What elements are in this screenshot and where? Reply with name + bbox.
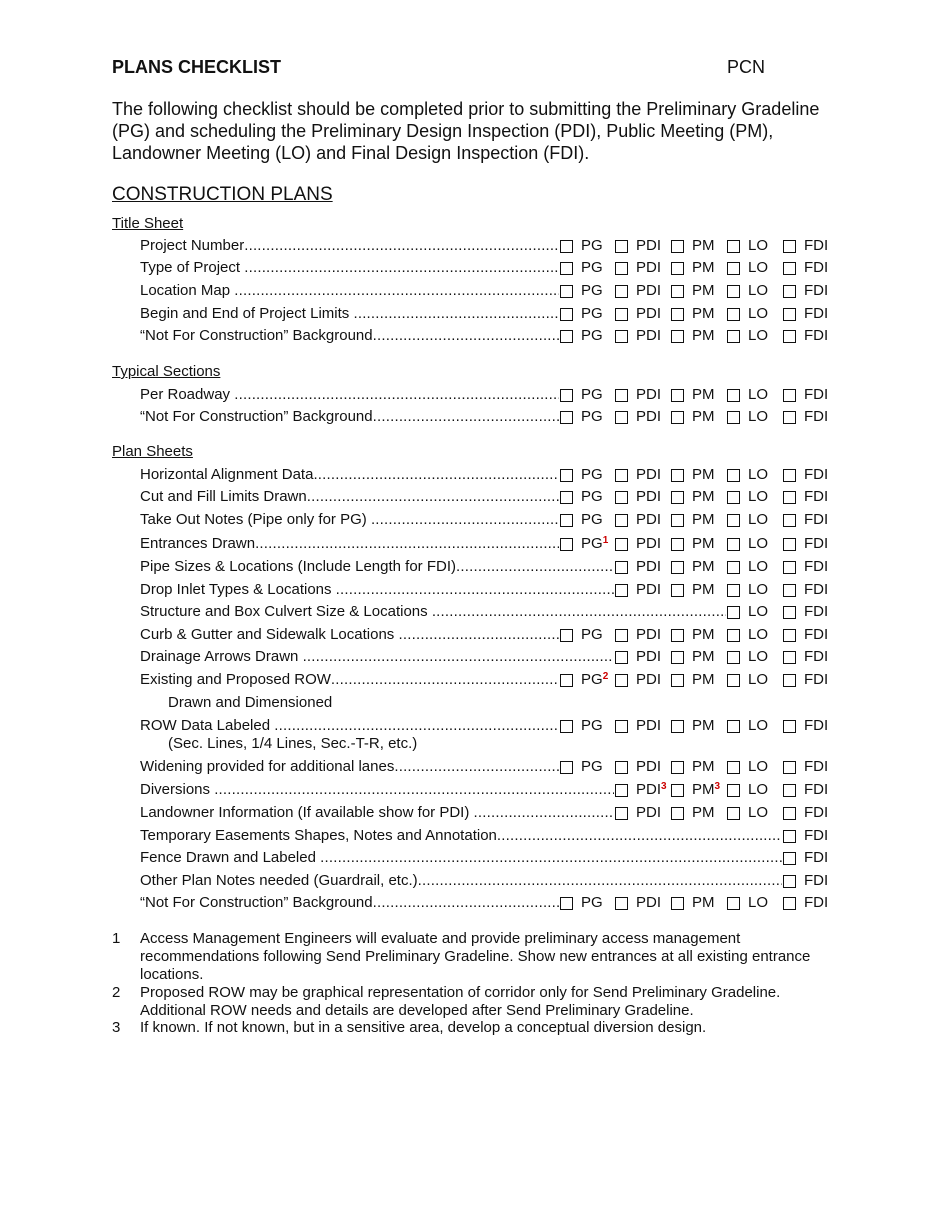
checkbox-lo[interactable]: [727, 784, 740, 797]
checkbox-label-fdi: FDI: [804, 671, 829, 688]
checkbox-fdi[interactable]: [783, 262, 796, 275]
checkbox-label-pm: PM: [692, 408, 715, 425]
checkbox-label-lo: LO: [748, 558, 769, 575]
checkbox-lo[interactable]: [727, 491, 740, 504]
checklist-item: Landowner Information (If available show for PDI) .....: [140, 803, 614, 823]
checklist-item: “Not For Construction” Background .....: [140, 407, 559, 427]
checkbox-fdi[interactable]: [783, 761, 796, 774]
checklist-item: Drop Inlet Types & Locations .....: [140, 580, 614, 600]
checkbox-lo[interactable]: [727, 330, 740, 343]
checklist-item: Pipe Sizes & Locations (Include Length for FDI) .....: [140, 557, 614, 577]
checkbox-label-lo: LO: [748, 237, 769, 254]
footnote-number: 2: [112, 984, 121, 1001]
checkbox-label-pg: PG: [581, 488, 603, 505]
checkbox-label-pg: PG: [581, 386, 603, 403]
checkbox-fdi[interactable]: [783, 875, 796, 888]
checklist-item: Location Map .....: [140, 281, 559, 301]
checkbox-fdi[interactable]: [783, 584, 796, 597]
checkbox-label-pg: PG: [581, 282, 603, 299]
checkbox-pm[interactable]: [671, 629, 684, 642]
checkbox-label-pm: PM: [692, 282, 715, 299]
intro-paragraph: The following checklist should be completed prior to submitting the Preliminary Gradeline (PG) and scheduling the Preliminary Design Inspection (PDI), Public Meeting (PM), Landowner Meeting (LO) and Final Design Inspection (FDI).: [112, 99, 820, 163]
checkbox-label-pm: PM: [692, 466, 715, 483]
checkbox-label-pm: PM: [692, 511, 715, 528]
checkbox-lo[interactable]: [727, 720, 740, 733]
checkbox-label-pm: PM: [692, 488, 715, 505]
checkbox-fdi[interactable]: [783, 674, 796, 687]
checkbox-label-pm: PM: [692, 558, 715, 575]
checkbox-label-fdi: FDI: [804, 282, 829, 299]
checkbox-label-fdi: FDI: [804, 804, 829, 821]
checkbox-label-fdi: FDI: [804, 894, 829, 911]
checkbox-pm[interactable]: [671, 784, 684, 797]
checkbox-label-lo: LO: [748, 626, 769, 643]
checkbox-label-pg: PG: [581, 758, 603, 775]
checkbox-label-fdi: FDI: [804, 327, 829, 344]
checkbox-label-pg: PG: [581, 327, 603, 344]
checkbox-pg[interactable]: [560, 330, 573, 343]
checkbox-fdi[interactable]: [783, 389, 796, 402]
checkbox-pdi[interactable]: [615, 897, 628, 910]
checkbox-label-pg: PG: [581, 894, 603, 911]
checkbox-label-pdi: PDI: [636, 386, 662, 403]
checkbox-pm[interactable]: [671, 514, 684, 527]
checklist-item: Widening provided for additional lanes .....: [140, 757, 559, 777]
checkbox-label-fdi: FDI: [804, 511, 829, 528]
checkbox-lo[interactable]: [727, 761, 740, 774]
checkbox-label-lo: LO: [748, 408, 769, 425]
footnote-number: 3: [112, 1019, 121, 1036]
checklist-item: Curb & Gutter and Sidewalk Locations .....: [140, 625, 559, 645]
checkbox-label-pm: PM: [692, 894, 715, 911]
checkbox-label-fdi: FDI: [804, 603, 829, 620]
checklist-item-subtext: (Sec. Lines, 1/4 Lines, Sec.-T-R, etc.): [168, 735, 418, 752]
checkbox-lo[interactable]: [727, 262, 740, 275]
checkbox-label-pdi: PDI: [636, 327, 662, 344]
checkbox-label-lo: LO: [748, 282, 769, 299]
checkbox-label-lo: LO: [748, 386, 769, 403]
checklist-item: Drainage Arrows Drawn .....: [140, 647, 614, 667]
checkbox-label-pdi: PDI: [636, 511, 662, 528]
checkbox-label-pm: PM: [692, 305, 715, 322]
checkbox-lo[interactable]: [727, 629, 740, 642]
checkbox-fdi[interactable]: [783, 514, 796, 527]
checkbox-fdi[interactable]: [783, 285, 796, 298]
checklist-item: Begin and End of Project Limits .....: [140, 304, 559, 324]
checkbox-pg[interactable]: [560, 308, 573, 321]
checkbox-label-lo: LO: [748, 259, 769, 276]
checkbox-label-pm: PM: [692, 581, 715, 598]
checkbox-pdi[interactable]: [615, 561, 628, 574]
checkbox-label-pdi: PDI: [636, 626, 662, 643]
checkbox-label-pm: PM: [692, 648, 715, 665]
checkbox-label-pm: PM: [692, 327, 715, 344]
checkbox-label-pdi: PDI$^3$: [636, 781, 667, 798]
footnote-text: Proposed ROW may be graphical representation of corridor only for Send Preliminary Gradeline. Additional ROW needs and details are developed after Send Preliminary Gradeline.: [140, 984, 781, 1019]
checkbox-pdi[interactable]: [615, 674, 628, 687]
checklist-item: Project Number .....: [140, 236, 559, 256]
checkbox-label-pdi: PDI: [636, 305, 662, 322]
checkbox-label-pdi: PDI: [636, 259, 662, 276]
checkbox-fdi[interactable]: [783, 606, 796, 619]
checkbox-pm[interactable]: [671, 262, 684, 275]
checkbox-label-fdi: FDI: [804, 408, 829, 425]
checklist-item: “Not For Construction” Background .....: [140, 893, 559, 913]
checkbox-fdi[interactable]: [783, 807, 796, 820]
checklist-item: Per Roadway .....: [140, 385, 559, 405]
checkbox-pdi[interactable]: [615, 411, 628, 424]
checkbox-label-pm: PM: [692, 671, 715, 688]
checkbox-pdi[interactable]: [615, 720, 628, 733]
checkbox-label-fdi: FDI: [804, 386, 829, 403]
checkbox-label-lo: LO: [748, 648, 769, 665]
checklist-item: Horizontal Alignment Data .....: [140, 465, 559, 485]
pcn-label: PCN: [727, 57, 766, 77]
checkbox-label-pdi: PDI: [636, 671, 662, 688]
checkbox-label-lo: LO: [748, 305, 769, 322]
checkbox-lo[interactable]: [727, 538, 740, 551]
checkbox-lo[interactable]: [727, 606, 740, 619]
checkbox-label-lo: LO: [748, 581, 769, 598]
checkbox-fdi[interactable]: [783, 561, 796, 574]
checkbox-pm[interactable]: [671, 651, 684, 664]
checkbox-label-fdi: FDI: [804, 648, 829, 665]
checkbox-pg[interactable]: [560, 538, 573, 551]
checkbox-pm[interactable]: [671, 308, 684, 321]
checklist-item: Fence Drawn and Labeled .....: [140, 848, 782, 868]
checkbox-label-lo: LO: [748, 758, 769, 775]
checklist-item: Structure and Box Culvert Size & Locations .....: [140, 602, 726, 622]
checkbox-pg[interactable]: [560, 262, 573, 275]
checkbox-lo[interactable]: [727, 561, 740, 574]
checkbox-label-lo: LO: [748, 603, 769, 620]
checkbox-fdi[interactable]: [783, 830, 796, 843]
checkbox-lo[interactable]: [727, 674, 740, 687]
checkbox-label-pg: PG: [581, 511, 603, 528]
checkbox-label-pdi: PDI: [636, 237, 662, 254]
checkbox-lo[interactable]: [727, 514, 740, 527]
checkbox-pdi[interactable]: [615, 761, 628, 774]
checkbox-label-pdi: PDI: [636, 758, 662, 775]
checklist-item: Entrances Drawn .....: [140, 534, 559, 554]
section-typical-sections: Typical Sections: [112, 363, 221, 380]
checkbox-label-pg: PG$^2$: [581, 671, 609, 688]
checkbox-lo[interactable]: [727, 807, 740, 820]
checkbox-fdi[interactable]: [783, 308, 796, 321]
checkbox-label-pdi: PDI: [636, 581, 662, 598]
checkbox-pg[interactable]: [560, 629, 573, 642]
checkbox-pm[interactable]: [671, 330, 684, 343]
checkbox-lo[interactable]: [727, 469, 740, 482]
checkbox-label-lo: LO: [748, 488, 769, 505]
checkbox-label-fdi: FDI: [804, 466, 829, 483]
checkbox-label-pdi: PDI: [636, 717, 662, 734]
checklist-item: Cut and Fill Limits Drawn .....: [140, 487, 559, 507]
footnote-text: Access Management Engineers will evaluate and provide preliminary access management recommendations following Send Preliminary Gradeline. Show new entrances at all existing entrance locations.: [140, 930, 811, 983]
checklist-item: “Not For Construction” Background .....: [140, 326, 559, 346]
checkbox-label-fdi: FDI: [804, 827, 829, 844]
checkbox-pg[interactable]: [560, 720, 573, 733]
checkbox-label-lo: LO: [748, 804, 769, 821]
checkbox-pdi[interactable]: [615, 584, 628, 597]
checkbox-pg[interactable]: [560, 491, 573, 504]
checkbox-label-lo: LO: [748, 717, 769, 734]
checkbox-fdi[interactable]: [783, 469, 796, 482]
checklist-item: Take Out Notes (Pipe only for PG) .....: [140, 510, 559, 530]
checkbox-label-fdi: FDI: [804, 781, 829, 798]
checkbox-pg[interactable]: [560, 240, 573, 253]
checkbox-lo[interactable]: [727, 897, 740, 910]
checkbox-label-fdi: FDI: [804, 305, 829, 322]
checkbox-label-fdi: FDI: [804, 488, 829, 505]
checkbox-pdi[interactable]: [615, 285, 628, 298]
checkbox-label-pdi: PDI: [636, 408, 662, 425]
checkbox-pg[interactable]: [560, 389, 573, 402]
checkbox-pg[interactable]: [560, 469, 573, 482]
footnote-number: 1: [112, 930, 121, 947]
checkbox-fdi[interactable]: [783, 538, 796, 551]
checkbox-pg[interactable]: [560, 411, 573, 424]
checkbox-pm[interactable]: [671, 897, 684, 910]
checkbox-pm[interactable]: [671, 538, 684, 551]
checkbox-label-pm: PM: [692, 237, 715, 254]
checkbox-lo[interactable]: [727, 240, 740, 253]
checkbox-lo[interactable]: [727, 389, 740, 402]
checkbox-fdi[interactable]: [783, 629, 796, 642]
checkbox-label-pg: PG: [581, 466, 603, 483]
checkbox-label-fdi: FDI: [804, 626, 829, 643]
section-plan-sheets: Plan Sheets: [112, 443, 193, 460]
footnote-marker: 1: [602, 535, 609, 546]
checklist-item: Type of Project .....: [140, 258, 559, 278]
checkbox-label-fdi: FDI: [804, 259, 829, 276]
checkbox-fdi[interactable]: [783, 411, 796, 424]
checkbox-label-pdi: PDI: [636, 804, 662, 821]
checkbox-label-pm: PM: [692, 717, 715, 734]
checkbox-label-pm: PM: [692, 804, 715, 821]
checklist-item: Diversions .....: [140, 780, 614, 800]
checkbox-pm[interactable]: [671, 411, 684, 424]
checkbox-fdi[interactable]: [783, 651, 796, 664]
footnote-marker: 2: [602, 671, 609, 682]
checkbox-pdi[interactable]: [615, 491, 628, 504]
checkbox-label-lo: LO: [748, 327, 769, 344]
checkbox-label-pg: PG: [581, 305, 603, 322]
checkbox-pdi[interactable]: [615, 538, 628, 551]
checkbox-pm[interactable]: [671, 389, 684, 402]
checkbox-label-pdi: PDI: [636, 648, 662, 665]
checkbox-pg[interactable]: [560, 761, 573, 774]
checkbox-label-fdi: FDI: [804, 558, 829, 575]
checkbox-pdi[interactable]: [615, 262, 628, 275]
checkbox-fdi[interactable]: [783, 897, 796, 910]
checkbox-label-pm: PM: [692, 758, 715, 775]
checklist-item-subtext: Drawn and Dimensioned: [168, 694, 333, 711]
checkbox-label-pg: PG: [581, 408, 603, 425]
checkbox-label-pm: PM$^3$: [692, 781, 721, 798]
checkbox-label-pdi: PDI: [636, 466, 662, 483]
checkbox-pm[interactable]: [671, 491, 684, 504]
checkbox-pm[interactable]: [671, 720, 684, 733]
checkbox-label-lo: LO: [748, 894, 769, 911]
checkbox-label-pm: PM: [692, 386, 715, 403]
checkbox-fdi[interactable]: [783, 330, 796, 343]
checkbox-fdi[interactable]: [783, 240, 796, 253]
checkbox-pdi[interactable]: [615, 330, 628, 343]
checkbox-pm[interactable]: [671, 674, 684, 687]
checkbox-label-pg: PG: [581, 237, 603, 254]
checkbox-label-fdi: FDI: [804, 717, 829, 734]
checkbox-pg[interactable]: [560, 285, 573, 298]
checkbox-label-fdi: FDI: [804, 849, 829, 866]
checkbox-label-fdi: FDI: [804, 581, 829, 598]
checklist-item: Existing and Proposed ROW .....: [140, 670, 559, 690]
footnote-marker: 3: [714, 781, 721, 792]
checklist-item: Other Plan Notes needed (Guardrail, etc.) .....: [140, 871, 782, 891]
checkbox-label-fdi: FDI: [804, 758, 829, 775]
checkbox-pdi[interactable]: [615, 807, 628, 820]
checkbox-pdi[interactable]: [615, 514, 628, 527]
checkbox-pm[interactable]: [671, 561, 684, 574]
checkbox-pdi[interactable]: [615, 389, 628, 402]
checkbox-label-pm: PM: [692, 535, 715, 552]
checkbox-label-fdi: FDI: [804, 237, 829, 254]
checkbox-label-pdi: PDI: [636, 282, 662, 299]
footnote-marker: 3: [661, 781, 667, 792]
checkbox-label-lo: LO: [748, 535, 769, 552]
checkbox-pdi[interactable]: [615, 469, 628, 482]
checkbox-label-fdi: FDI: [804, 535, 829, 552]
checkbox-label-pdi: PDI: [636, 894, 662, 911]
checkbox-label-lo: LO: [748, 781, 769, 798]
construction-plans-heading: CONSTRUCTION PLANS: [112, 184, 333, 205]
checkbox-pm[interactable]: [671, 469, 684, 482]
checkbox-fdi[interactable]: [783, 784, 796, 797]
checkbox-lo[interactable]: [727, 651, 740, 664]
checkbox-pm[interactable]: [671, 761, 684, 774]
checkbox-pm[interactable]: [671, 240, 684, 253]
checkbox-lo[interactable]: [727, 285, 740, 298]
checklist-item: Temporary Easements Shapes, Notes and Annotation .....: [140, 826, 782, 846]
checkbox-pg[interactable]: [560, 674, 573, 687]
checkbox-lo[interactable]: [727, 308, 740, 321]
checkbox-label-lo: LO: [748, 511, 769, 528]
checkbox-pdi[interactable]: [615, 308, 628, 321]
section-title-sheet: Title Sheet: [112, 215, 184, 232]
footnote-text: If known. If not known, but in a sensitive area, develop a conceptual diversion design.: [140, 1019, 707, 1036]
checkbox-label-lo: LO: [748, 671, 769, 688]
checkbox-pdi[interactable]: [615, 629, 628, 642]
checkbox-label-pm: PM: [692, 626, 715, 643]
checkbox-pdi[interactable]: [615, 240, 628, 253]
checkbox-label-lo: LO: [748, 466, 769, 483]
checkbox-label-pg: PG: [581, 717, 603, 734]
checkbox-label-pg: PG: [581, 626, 603, 643]
checkbox-label-pm: PM: [692, 259, 715, 276]
checkbox-pg[interactable]: [560, 514, 573, 527]
checkbox-lo[interactable]: [727, 584, 740, 597]
checkbox-pdi[interactable]: [615, 651, 628, 664]
checkbox-label-pdi: PDI: [636, 488, 662, 505]
checkbox-lo[interactable]: [727, 411, 740, 424]
checkbox-fdi[interactable]: [783, 720, 796, 733]
checkbox-pm[interactable]: [671, 584, 684, 597]
checkbox-label-pdi: PDI: [636, 558, 662, 575]
page-title: PLANS CHECKLIST: [112, 57, 282, 77]
checkbox-label-pg: PG: [581, 259, 603, 276]
checkbox-fdi[interactable]: [783, 852, 796, 865]
checkbox-label-pg: PG$^1$: [581, 535, 609, 552]
checklist-item: ROW Data Labeled .....: [140, 716, 559, 736]
checkbox-pm[interactable]: [671, 285, 684, 298]
checkbox-fdi[interactable]: [783, 491, 796, 504]
checkbox-label-fdi: FDI: [804, 872, 829, 889]
checkbox-pg[interactable]: [560, 897, 573, 910]
checkbox-label-pdi: PDI: [636, 535, 662, 552]
checkbox-pdi[interactable]: [615, 784, 628, 797]
checkbox-pm[interactable]: [671, 807, 684, 820]
